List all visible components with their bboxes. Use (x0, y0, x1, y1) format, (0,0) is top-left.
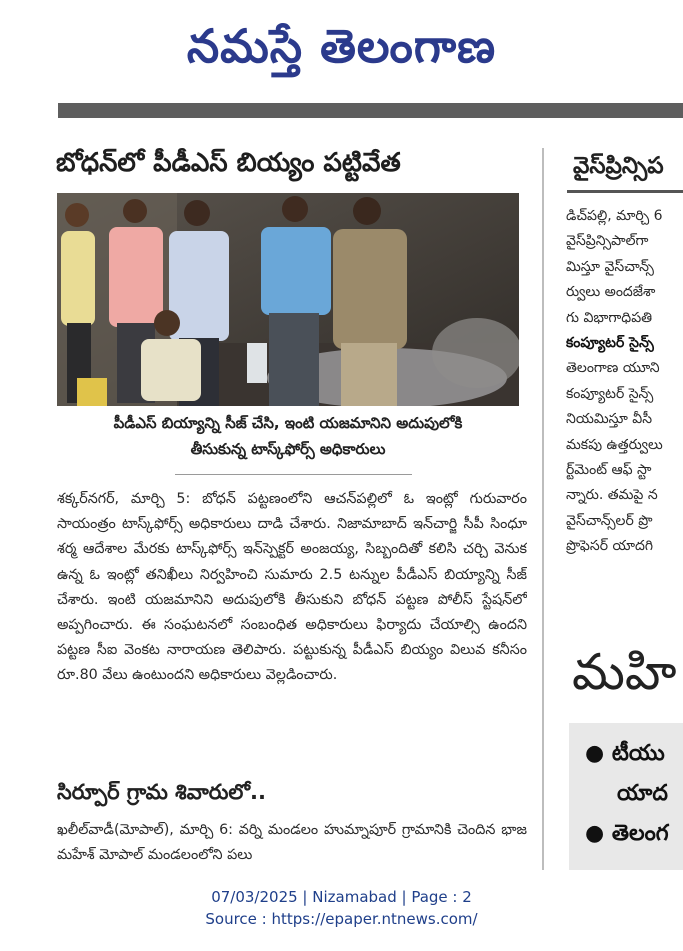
masthead-rule (58, 103, 683, 118)
article-body-continued: ఖలీల్‌వాడీ(మోపాల్), మార్చి 6: వర్ని మండలం హుమ్నాపూర్ గ్రామానికి చెందిన భాజ మహేశ్ మోపాల్ మండలంలోని పలు (57, 822, 527, 864)
footer-date-edition: 07/03/2025 | Nizamabad | Page : 2 (211, 888, 472, 906)
newspaper-masthead: నమస్తే తెలంగాణ (186, 19, 497, 73)
side-line: తెలంగాణ యూని (566, 360, 660, 377)
side-bullet-item: ● తెలంగ (585, 821, 669, 846)
side-article-headline: వైస్‌ప్రిన్సిప (573, 153, 664, 179)
side-line: డిచ్‌పల్లి, మార్చి 6 (566, 208, 663, 224)
side-section-heading: మహి (572, 643, 677, 701)
article-subheading: సిర్పూర్ గ్రామ శివారులో.. (57, 780, 266, 804)
article-headline: బోధన్‌లో పీడీఎస్ బియ్యం పట్టివేత (56, 148, 401, 178)
photo-caption-line2: తీసుకున్న టాస్క్‌ఫోర్స్ అధికారులు (190, 440, 386, 458)
side-line: ప్రొఫెసర్ యాదగి (566, 538, 653, 555)
side-article-body (566, 204, 683, 584)
side-bullet-item-continued: యాద (617, 781, 668, 806)
page-footer (0, 886, 683, 930)
photo-caption (57, 410, 519, 470)
photo-caption-line1: పీడీఎస్ బియ్యాన్ని సీజ్ చేసి, ఇంటి యజమానిని అదుపులోకి (113, 414, 463, 432)
footer-source-link[interactable]: Source : https://epaper.ntnews.com/ (205, 910, 478, 928)
side-line: ర్ట్‌మెంట్ ఆఫ్ స్టా (566, 461, 652, 478)
side-bullet-text: తెలంగ (611, 821, 669, 846)
side-bullet-box (569, 723, 683, 870)
article-body: శక్కర్‌నగర్, మార్చి 5: బోధన్ పట్టణంలోని ఆచన్‌పల్లిలో ఓ ఇంట్లో గురువారం సాయంత్రం టాస్క్‌ఫోర్స్ అధికారులు దాడి చేశారు. నిజామాబాద్ ఇన్‌చార్జి సీపీ సింధూ శర్మ ఆదేశాల మేరకు టాస్క్‌ఫోర్స్ ఇన్‌స్పెక్టర్ అంజయ్య, సిబ్బందితో కలిసి చర్చి వెనుక ఉన్న ఓ ఇంట్లో తనిఖీలు నిర్వహించి సుమారు 2.5 టన్నుల పీడీఎస్ బియ్యాన్ని సీజ్ చేశారు. ఇంటి యజమానిని అదుపులోకి తీసుకుని బోధన్ పట్టణ పోలీస్ స్టేషన్‌లో అప్పగించారు. ఈ సంఘటనలో సంబంధిత అధికారులు ఫిర్యాదు చేయాల్సి ఉందని పట్టణ సీఐ వెంకట నారాయణ తెలిపారు. పట్టుకున్న పీడీఎస్ బియ్యం విలువ కనీసం రూ.80 వేలు ఉంటుందని అధికారులు వెల్లడించారు. (57, 491, 527, 684)
side-line: కంప్యూటర్ సైన్స్ (566, 385, 654, 402)
side-line: మకపు ఉత్తర్వులు (566, 436, 663, 453)
side-line: ర్వులు అందజేశా (566, 284, 656, 301)
side-headline-rule (567, 190, 683, 193)
side-line: కంప్యూటర్ సైన్స్ (566, 334, 654, 351)
side-line: మిస్తూ వైస్‌చాన్స్ (566, 258, 654, 275)
side-bullet-text: టీయు (611, 741, 665, 766)
side-line: గు విభాగాధిపతి (566, 309, 653, 326)
caption-underline (175, 474, 412, 475)
news-photo (57, 193, 519, 406)
side-line: నియమిస్తూ వీసీ (566, 411, 653, 428)
column-divider (542, 148, 544, 870)
side-line: వైస్‌ప్రిన్సిపాల్‌గా (566, 233, 649, 250)
side-bullet-item: ● టీయు (585, 741, 665, 766)
side-line: వైస్‌చాన్స్‌లర్ ప్రొ (566, 512, 653, 529)
news-photo-illustration (57, 193, 519, 406)
side-line: న్నారు. తమపై న (566, 487, 658, 504)
